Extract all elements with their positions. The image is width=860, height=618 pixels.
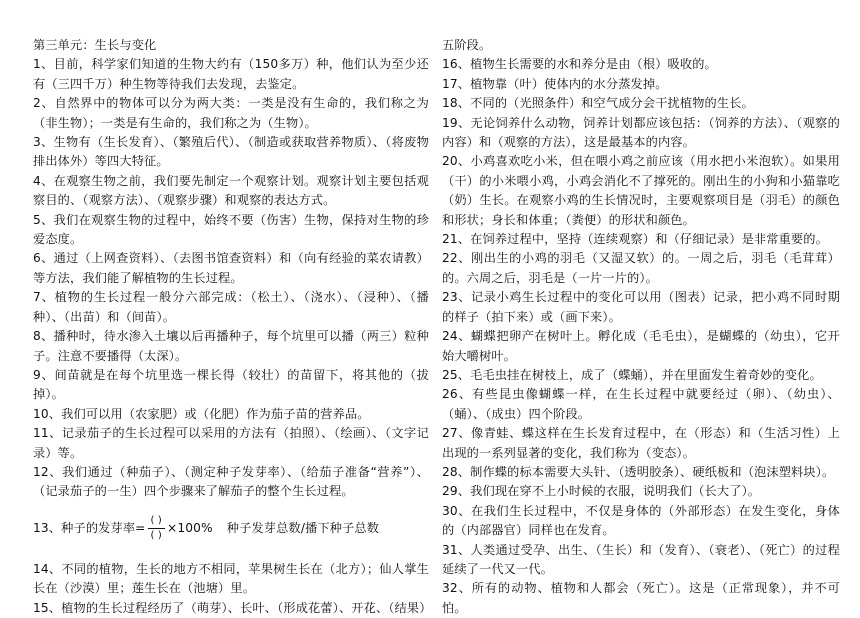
list-item: 2、自然界中的物体可以分为两大类：一类是没有生命的，我们称之为（非生物）；一类是有生命的，我们称之为（生物）。 (33, 96, 429, 130)
list-item: 25、毛毛虫挂在树枝上，成了（蝶蛹），并在里面发生着奇妙的变化。 (442, 367, 822, 382)
list-item: 3、生物有（生长发育）、（繁殖后代）、（制造或获取营养物质）、（将废物排出体外）等四大特征。 (33, 135, 429, 169)
list-item: 4、在观察生物之前，我们要先制定一个观察计划。观察计划主要包括观察目的、（观察方法）、（观察步骤）和观察的表达方式。 (33, 173, 429, 208)
formula-tail: ×100% (166, 521, 213, 536)
formula-fraction (148, 515, 165, 542)
list-item: 10、我们可以用（农家肥）或（化肥）作为茄子苗的营养品。 (33, 406, 370, 421)
list-item: 30、在我们生长过程中，不仅是身体的（外部形态）在发生变化，身体的（内部器官）同样也在发育。 (442, 503, 840, 538)
list-item: 17、植物靠（叶）使体内的水分蒸发掉。 (442, 76, 668, 91)
list-item: 7、植物的生长过程一般分六部完成：（松土）、（浇水）、（浸种）、（播种）、（出苗）和（间苗）。 (33, 290, 429, 324)
formula-answer: 种子发芽总数/播下种子总数 (226, 521, 380, 536)
list-item: 8、播种时，待水渗入土壤以后再播种子，每个坑里可以播（两三）粒种子。注意不要播得（太深）。 (33, 329, 429, 363)
list-item: 14、不同的植物，生长的地方不相同，苹果树生长在（北方）；仙人掌生长在（沙漠）里；莲生长在（池塘）里。 (33, 561, 429, 596)
list-item: 23、记录小鸡生长过程中的变化可以用（图表）记录，把小鸡不同时期的样子（拍下来）或（画下来）。 (442, 290, 840, 324)
list-item: 5、我们在观察生物的过程中，始终不要（伤害）生物，保持对生物的珍爱态度。 (33, 212, 429, 247)
list-item: 6、通过（上网查资料）、（去图书馆查资料）和（向有经验的菜农请教）等方法，我们能了解植物的生长过程。 (33, 251, 429, 285)
list-item: 12、我们通过（种茄子）、（测定种子发芽率）、（给茄子准备“营养”）、（记录茄子的一生）四个步骤来了解茄子的整个生长过程。 (33, 464, 429, 499)
left-column (33, 36, 432, 618)
list-item: 1、目前，科学家们知道的生物大约有（150多万）种，他们认为至少还有（三四千万）种生物等待我们去发现，去鉴定。 (33, 57, 429, 91)
formula-lead: 13、种子的发芽率= (33, 521, 146, 536)
list-item: 32、所有的动物、植物和人都会（死亡）。这是（正常现象），并不可怕。 (442, 581, 840, 615)
list-item: 18、不同的（光照条件）和空气成分会干扰植物的生长。 (442, 96, 754, 111)
germination-formula (33, 504, 429, 554)
list-item: 31、人类通过受孕、出生、（生长）和（发育）、（衰老）、（死亡）的过程延续了一代又一代。 (442, 542, 840, 576)
list-item: 16、植物生长需要的水和养分是由（根）吸收的。 (442, 57, 717, 72)
list-item: 24、蝴蝶把卵产在树叶上。孵化成（毛毛虫），是蝴蝶的（幼虫），它开始大嚼树叶。 (442, 329, 840, 363)
list-item: 26、有些昆虫像蝴蝶一样，在生长过程中就要经过（卵）、（幼虫）、（蛹）、（成虫）四个阶段。 (442, 387, 840, 421)
list-item: 五阶段。 (442, 38, 492, 52)
list-item: 21、在饲养过程中，坚持（连续观察）和（仔细记录）是非常重要的。 (442, 232, 828, 247)
list-item: 28、制作蝶的标本需要大头针、（透明胶条）、硬纸板和（泡沫塑料块）。 (442, 464, 835, 479)
unit-title: 第三单元：生长与变化 (33, 38, 157, 52)
formula-numerator: ( ) (148, 515, 165, 529)
list-item: 9、间苗就是在每个坑里选一棵长得（较壮）的苗留下，将其他的（拔掉）。 (33, 367, 429, 402)
list-item: 22、刚出生的小鸡的羽毛（又湿又软）的。一周之后，羽毛（毛茸茸）的。六周之后，羽毛是（一片一片的）。 (442, 251, 840, 285)
list-item: 11、记录茄子的生长过程可以采用的方法有（拍照）、（绘画）、（文字记录）等。 (33, 426, 429, 460)
list-item: 27、像青蛙、蝶这样在生长发育过程中，在（形态）和（生活习性）上出现的一系列显著的变化，我们称为（变态）。 (442, 426, 840, 460)
list-item: 15、植物的生长过程经历了（萌芽）、长叶、（形成花蕾）、开花、（结果） (33, 600, 432, 615)
list-item: 19、无论饲养什么动物，饲养计划都应该包括：（饲养的方法）、（观察的内容）和（观察的方法），这是最基本的内容。 (442, 115, 840, 150)
right-column (442, 36, 840, 618)
list-item: 20、小鸡喜欢吃小米，但在喂小鸡之前应该（用水把小米泡软）。如果用（干）的小米喂小鸡，小鸡会消化不了撑死的。刚出生的小狗和小猫靠吃（奶）生长。在观察小鸡的生长情况时，主要观察项目是（羽毛）的颜色和形状；身长和体重；（粪便）的形状和颜色。 (442, 154, 840, 227)
formula-denominator: ( ) (150, 530, 162, 542)
list-item: 29、我们现在穿不上小时候的衣服，说明我们（长大了）。 (442, 484, 761, 499)
